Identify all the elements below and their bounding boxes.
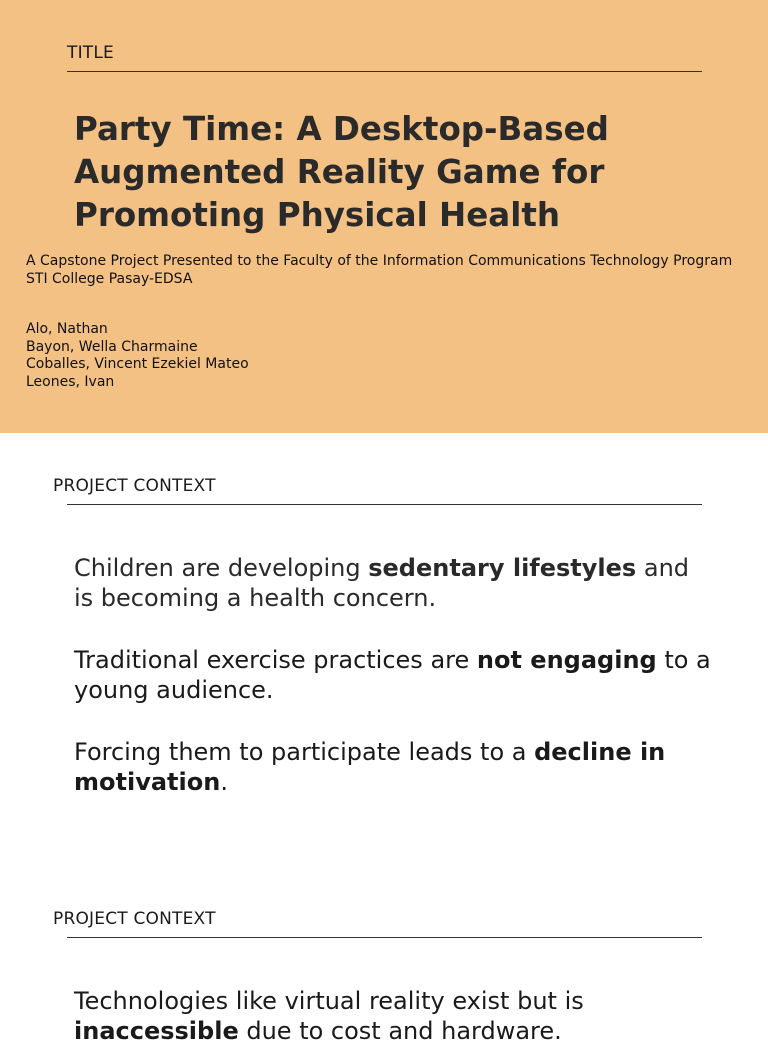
emphasis-text: decline in motivation (74, 738, 666, 796)
emphasis-text: sedentary lifestyles (368, 554, 637, 582)
context-body (74, 553, 714, 797)
divider-rule (67, 71, 702, 72)
title-line: Augmented Reality Game for (74, 153, 605, 191)
author-name: Alo, Nathan (26, 321, 108, 337)
slide-label: PROJECT CONTEXT (53, 476, 216, 496)
author-name: Coballes, Vincent Ezekiel Mateo (26, 356, 249, 372)
context-paragraph: Technologies like virtual reality exist but is inaccessible due to cost and hardware. (74, 987, 584, 1045)
divider-rule (67, 937, 702, 938)
author-list (26, 321, 249, 391)
slide-label: TITLE (67, 43, 114, 63)
subtitle-line: A Capstone Project Presented to the Faculty of the Information Communications Technology Program (26, 253, 733, 269)
divider-rule (67, 504, 702, 505)
subtitle-line: STI College Pasay-EDSA (26, 270, 193, 287)
author-name: Leones, Ivan (26, 373, 115, 390)
context-paragraph: Children are developing sedentary lifestyles and is becoming a health concern. (74, 554, 690, 612)
project-context-slide (0, 433, 768, 866)
author-name: Bayon, Wella Charmaine (26, 338, 198, 355)
emphasis-text: inaccessible (74, 1017, 239, 1045)
emphasis-text: not engaging (476, 646, 657, 674)
project-context-slide (0, 866, 768, 1045)
title-line: Promoting Physical Health (74, 196, 561, 234)
context-paragraph: Forcing them to participate leads to a decline in motivation. (74, 738, 666, 796)
title-slide (0, 0, 768, 433)
context-body (74, 986, 634, 1046)
project-subtitle (26, 253, 732, 288)
presentation-title (74, 108, 714, 237)
title-line: Party Time: A Desktop-Based (74, 110, 609, 148)
slide-label: PROJECT CONTEXT (53, 909, 216, 929)
context-paragraph: Traditional exercise practices are not engaging to a young audience. (74, 646, 711, 704)
